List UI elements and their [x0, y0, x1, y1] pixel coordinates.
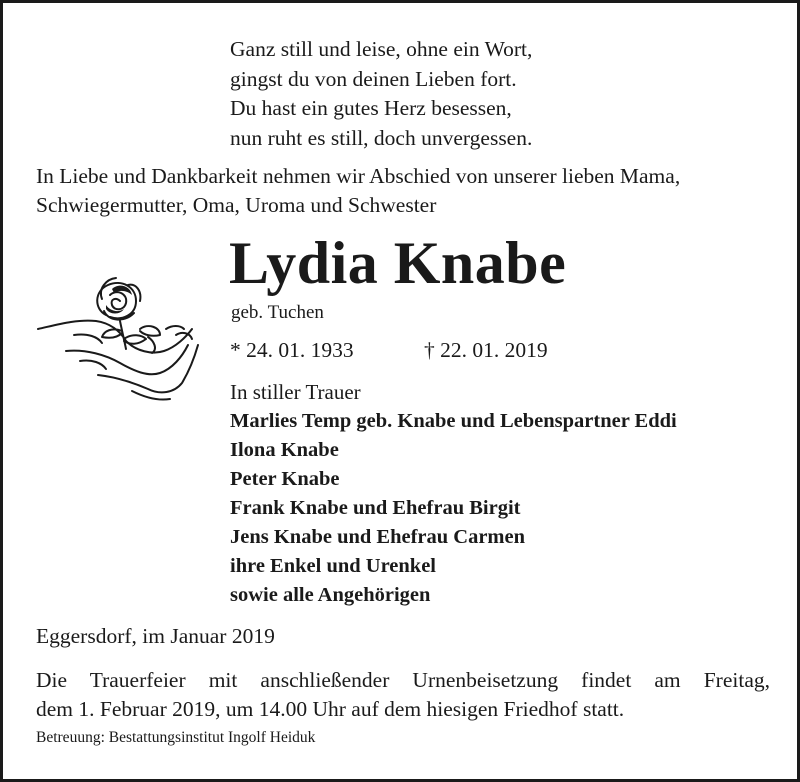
memorial-poem: [230, 35, 532, 153]
poem-line: Du hast ein gutes Herz besessen,: [230, 96, 512, 120]
mourners-list: [230, 407, 677, 610]
poem-line: nun ruht es still, doch unvergessen.: [230, 125, 533, 150]
service-line: dem 1. Februar 2019, um 14.00 Uhr auf dem hiesigen Friedhof statt.: [36, 696, 625, 721]
deceased-name: Lydia Knabe: [229, 230, 567, 296]
mourners-heading: In stiller Trauer: [230, 380, 361, 404]
mourner: Frank Knabe und Ehefrau Birgit: [230, 497, 521, 519]
mourner: sowie alle Angehörigen: [230, 584, 431, 606]
mourner: Peter Knabe: [230, 468, 340, 490]
farewell-intro: [36, 162, 680, 220]
rose-in-hands-icon: [36, 265, 200, 403]
service-line: Die Trauerfeier mit anschließender Urnenbeisetzung findet am Freitag,: [36, 668, 770, 692]
maiden-name: geb. Tuchen: [231, 302, 324, 323]
poem-line: gingst du von deinen Lieben fort.: [230, 66, 517, 91]
mourner: ihre Enkel und Urenkel: [230, 555, 437, 577]
mourner: Ilona Knabe: [230, 439, 339, 461]
funeral-home-credit: Betreuung: Bestattungsinstitut Ingolf Heiduk: [36, 729, 316, 746]
poem-line: Ganz still und leise, ohne ein Wort,: [230, 37, 533, 61]
intro-line: In Liebe und Dankbarkeit nehmen wir Abschied von unserer lieben Mama,: [36, 164, 681, 188]
mourner: Marlies Temp geb. Knabe und Lebenspartner Eddi: [230, 410, 677, 432]
birth-date: * 24. 01. 1933: [230, 338, 354, 362]
death-date: † 22. 01. 2019: [424, 338, 548, 362]
intro-line: Schwiegermutter, Oma, Uroma und Schwester: [36, 193, 437, 217]
mourner: Jens Knabe und Ehefrau Carmen: [230, 526, 526, 548]
place-and-date: Eggersdorf, im Januar 2019: [36, 624, 275, 648]
funeral-service-info: [36, 666, 770, 723]
